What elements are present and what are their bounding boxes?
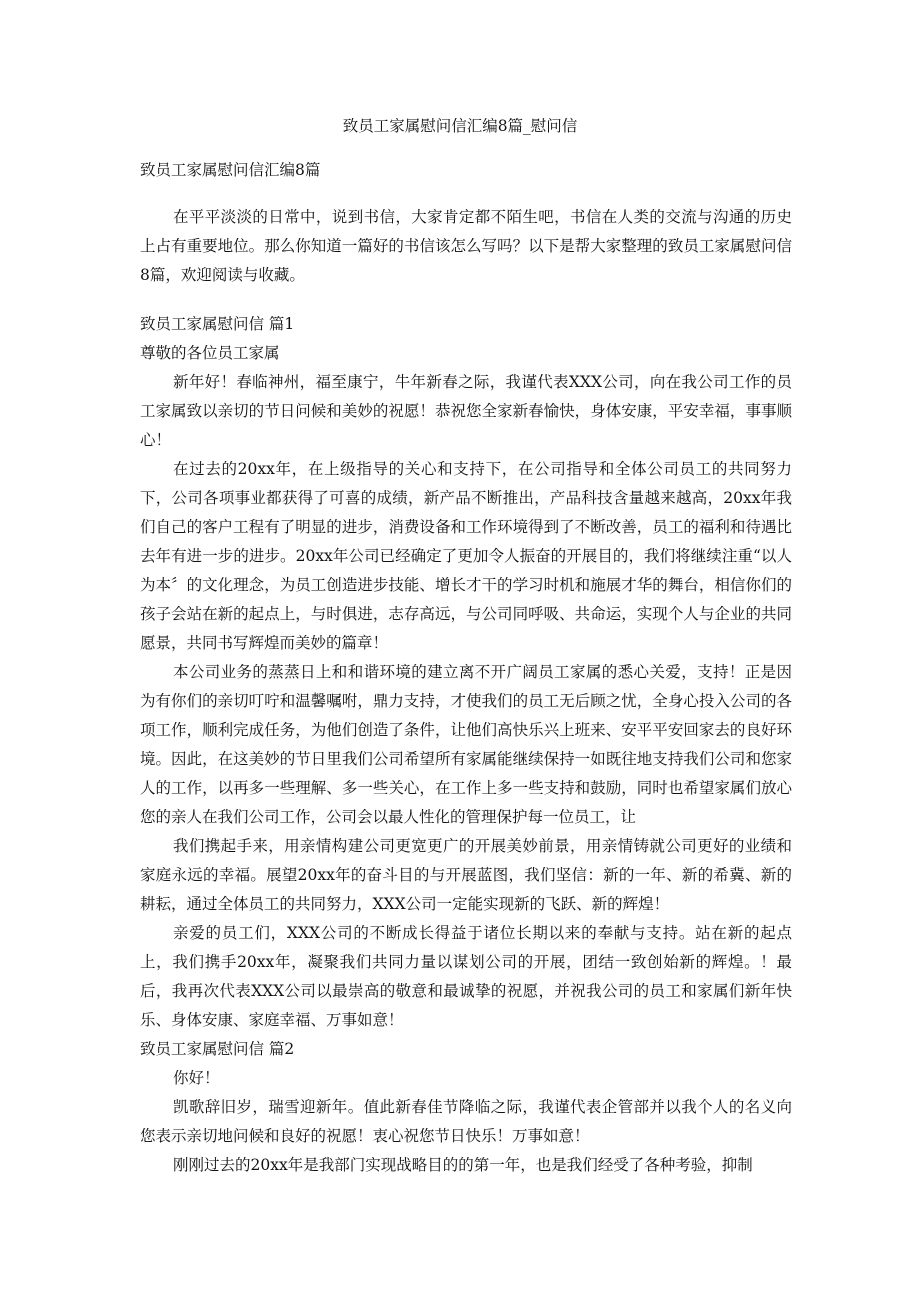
document-subtitle: 致员工家属慰问信汇编8篇	[140, 161, 321, 179]
letter-salutation: 你好！	[173, 1069, 220, 1087]
letter-paragraph: 在过去的20xx年，在上级指导的关心和支持下，在公司指导和全体公司员工的共同努力下，公司各项事业都获得了可喜的成绩，新产品不断推出，产品科技含量越来越高，20xx年我们自己的客户工程有了明显的进步，消费设备和工作环境得到了不断改善，员工的福利和待遇比去年有进一步的进步。20xx年公司已经确定了更加令人振奋的开展目的，我们将继续注重“以人为本〞的文化理念，为员工创造进步技能、增长才干的学习时机和施展才华的舞台，相信你们的孩子会站在新的起点上，与时俱进，志存高远，与公司同呼吸、共命运，实现个人与企业的共同愿景，共同书写辉煌而美妙的篇章！	[140, 460, 792, 652]
letter-paragraph: 刚刚过去的20xx年是我部门实现战略目的的第一年，也是我们经受了各种考验，抑制	[173, 1156, 753, 1174]
letter-paragraph: 新年好！春临神州，福至康宁，牛年新春之际，我谨代表XXX公司，向在我公司工作的员工家属致以亲切的节日问候和美妙的祝愿！恭祝您全家新春愉快，身体安康，平安幸福，事事顺心！	[140, 373, 792, 449]
letter-heading: 致员工家属慰问信 篇2	[140, 1040, 295, 1058]
letter-2	[140, 1035, 792, 1180]
document-body	[140, 158, 792, 1180]
intro-paragraph: 在平平淡淡的日常中，说到书信，大家肯定都不陌生吧，书信在人类的交流与沟通的历史上占有重要地位。那么你知道一篇好的书信该怎么写吗？以下是帮大家整理的致员工家属慰问信8篇，欢迎阅读与收藏。	[140, 208, 792, 284]
document-title: 致员工家属慰问信汇编8篇_慰问信	[342, 117, 578, 135]
letter-salutation: 尊敬的各位员工家属	[140, 344, 280, 362]
letter-paragraph: 本公司业务的蒸蒸日上和和谐环境的建立离不开广阔员工家属的悉心关爱，支持！正是因为有你们的亲切叮咛和温馨嘱咐，鼎力支持，才使我们的员工无后顾之忧，全身心投入公司的各项工作，顺利完成任务，为他们创造了条件，让他们高快乐兴上班来、安平平安回家去的良好环境。因此，在这美妙的节日里我们公司希望所有家属能继续保持一如既往地支持我们公司和您家人的工作，以再多一些理解、多一些关心，在工作上多一些支持和鼓励，同时也希望家属们放心您的亲人在我们公司工作，公司会以最人性化的管理保护每一位员工，让	[140, 663, 792, 826]
letter-heading: 致员工家属慰问信 篇1	[140, 315, 295, 333]
letter-paragraph: 凯歌辞旧岁，瑞雪迎新年。值此新春佳节降临之际，我谨代表企管部并以我个人的名义向您表示亲切地问候和良好的祝愿！衷心祝您节日快乐！万事如意！	[140, 1098, 792, 1145]
letter-paragraph: 我们携起手来，用亲情构建公司更宽更广的开展美妙前景，用亲情铸就公司更好的业绩和家庭永远的幸福。展望20xx年的奋斗目的与开展蓝图，我们坚信：新的一年、新的希冀、新的耕耘，通过全体员工的共同努力，XXX公司一定能实现新的飞跃、新的辉煌！	[140, 837, 792, 913]
letter-1	[140, 310, 792, 1035]
letter-paragraph: 亲爱的员工们，XXX公司的不断成长得益于诸位长期以来的奉献与支持。站在新的起点上，我们携手20xx年，凝聚我们共同力量以谋划公司的开展，团结一致创始新的辉煌。！最后，我再次代表XXX公司以最崇高的敬意和最诚挚的祝愿，并祝我公司的员工和家属们新年快乐、身体安康、家庭幸福、万事如意！	[140, 924, 792, 1029]
